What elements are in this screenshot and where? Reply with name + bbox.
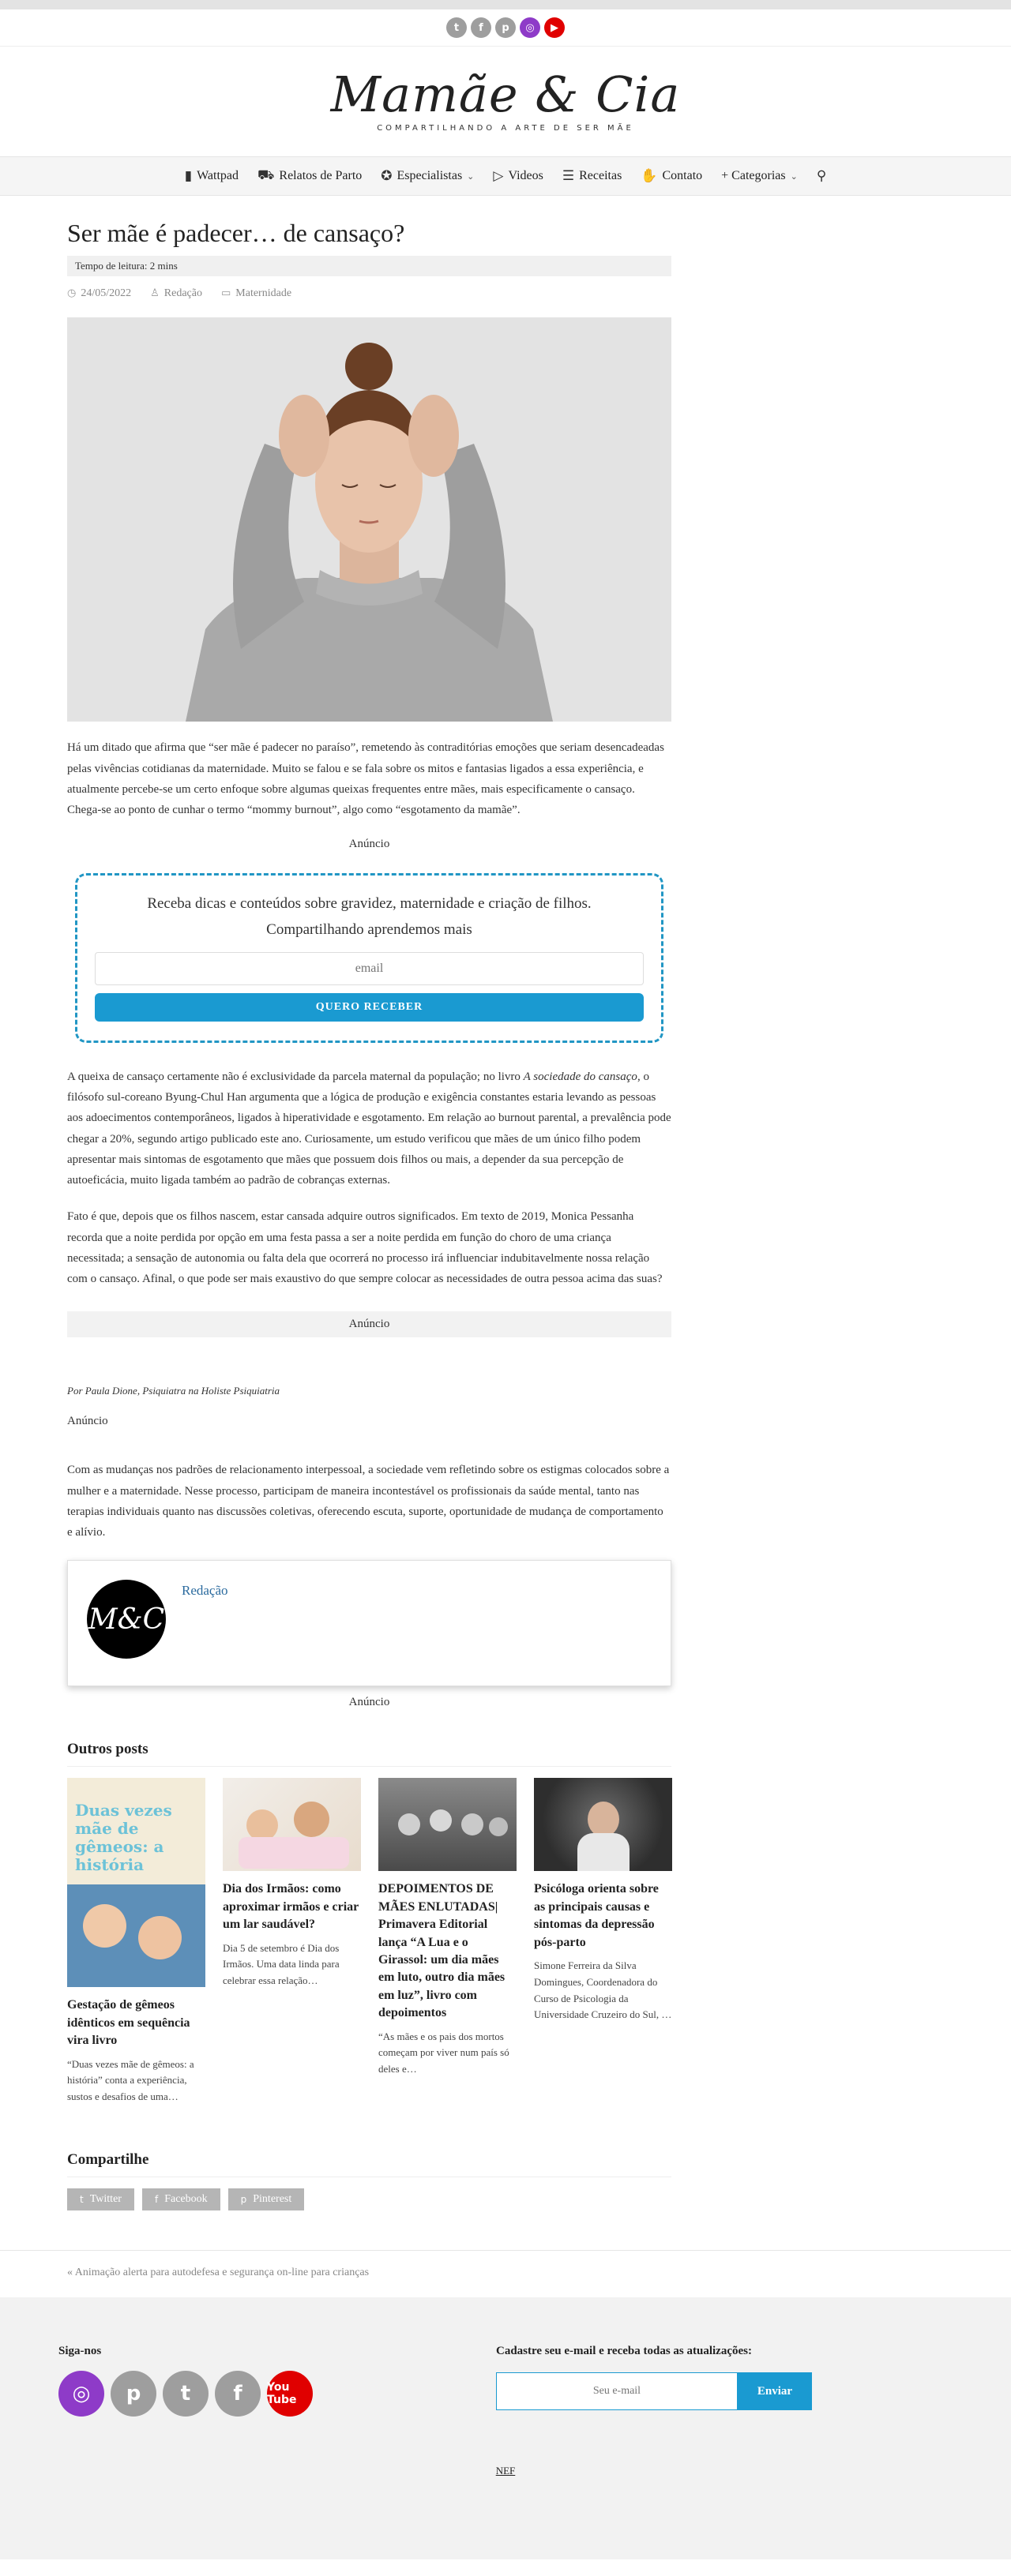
twitter-icon[interactable]: t bbox=[163, 2371, 209, 2417]
related-post-title[interactable]: Gestação de gêmeos idênticos em sequência vira livro bbox=[67, 1998, 190, 2048]
read-time: Tempo de leitura: 2 mins bbox=[67, 256, 671, 276]
newsletter-submit-button[interactable]: QUERO RECEBER bbox=[95, 993, 644, 1022]
newsletter-line-1: Receba dicas e conteúdos sobre gravidez, maternidade e criação de filhos. bbox=[147, 895, 592, 913]
search-button[interactable] bbox=[817, 168, 826, 184]
footer bbox=[0, 2297, 1011, 2518]
paragraph-3: Fato é que, depois que os filhos nascem, estar cansada adquire outros significados. Em texto de 2019, Monica Pessanha recorda que a noite perdida por opção em uma festa passa a ser a noite perdida em função do choro de uma criança necessitada; a sensação de autonomia ou falta dela que ocorrerá no processo irá influenciar indubitavelmente nossa relação com o cansaço. Afinal, o que pode ser mais exaustivo do que sempre colocar as necessidades de outra pessoa acima das suas? bbox=[67, 1210, 663, 1286]
share-facebook-button[interactable]: f Facebook bbox=[142, 2188, 220, 2210]
instagram-icon[interactable]: ◎ bbox=[520, 17, 540, 38]
recipe-icon: ☰ bbox=[562, 168, 575, 184]
nav-label: Videos bbox=[508, 169, 543, 182]
twitter-icon[interactable]: t bbox=[446, 17, 467, 38]
nav-item-receitas[interactable] bbox=[562, 168, 622, 184]
nav-item-wattpad[interactable] bbox=[185, 168, 239, 184]
related-post-excerpt: “As mães e os pais dos mortos começam por viver num país só deles e… bbox=[378, 2030, 509, 2075]
book-cover-title: Duas vezes mãe de gêmeos: a história bbox=[75, 1801, 172, 1875]
nav-label: Receitas bbox=[579, 169, 622, 182]
footer-email-input[interactable] bbox=[496, 2372, 738, 2410]
author-name-link[interactable]: Redação bbox=[182, 1583, 228, 1599]
related-post-card[interactable] bbox=[534, 1778, 672, 2105]
related-post-thumb[interactable] bbox=[534, 1778, 672, 1871]
related-post-excerpt: Simone Ferreira da Silva Domingues, Coordenadora do Curso de Psicologia da Universidade Cruzeiro do Sul, … bbox=[534, 1959, 672, 2021]
stroller-icon: ⛟ bbox=[257, 167, 275, 183]
author-box bbox=[67, 1560, 671, 1686]
related-post-excerpt: Dia 5 de setembro é Dia dos Irmãos. Uma data linda para celebrar essa relação… bbox=[223, 1941, 340, 1987]
user-icon: ♙ bbox=[150, 287, 160, 300]
nav-item-videos[interactable] bbox=[493, 168, 543, 184]
share-pinterest-button[interactable]: p Pinterest bbox=[228, 2188, 305, 2210]
related-post-card[interactable] bbox=[223, 1778, 361, 2105]
nav-label: Contato bbox=[662, 169, 703, 182]
ad-label: Anúncio bbox=[348, 838, 390, 851]
paragraph-2: A queixa de cansaço certamente não é exclusividade da parcela maternal da população; no livro A sociedade do cansaço, o filósofo sul-coreano Byung-Chul Han argumenta que a lógica de produção e exigência constantes estaria levando as pessoas aos adoecimentos contemporâneos, ligados à hiperatividade e esgotamento. Em relação ao burnout parental, a prevalência pode chegar a 20%, segundo artigo publicado este ano. Curiosamente, um estudo verificou que mães de um único filho podem apresentar mais sintomas de esgotamento que mães que possuem dois filhos ou mais, a depender da sua percepção de autoeficácia, muito ligada também ao padrão de cobranças externas. bbox=[67, 1070, 671, 1187]
footer-subscribe-form bbox=[496, 2372, 812, 2410]
search-icon: ⚲ bbox=[816, 168, 827, 184]
nav-label: Wattpad bbox=[197, 169, 239, 182]
book-icon: ▮ bbox=[184, 168, 193, 184]
ad-label: Anúncio bbox=[67, 1415, 108, 1428]
footer-follow bbox=[58, 2345, 313, 2417]
related-posts-title: Outros posts bbox=[67, 1741, 671, 1767]
book-title: A sociedade do cansaço bbox=[523, 1070, 637, 1083]
newsletter-email-input[interactable] bbox=[95, 952, 644, 985]
folder-icon: ▭ bbox=[220, 287, 231, 300]
related-post-card[interactable] bbox=[378, 1778, 517, 2105]
play-icon: ▷ bbox=[493, 168, 504, 184]
related-post-card[interactable] bbox=[67, 1778, 205, 2105]
site-logo[interactable] bbox=[0, 46, 1011, 156]
nav-label: + Categorias bbox=[721, 169, 786, 182]
instagram-icon[interactable]: ◎ bbox=[58, 2371, 104, 2417]
related-post-thumb[interactable] bbox=[378, 1778, 517, 1871]
footer-bottom bbox=[0, 2518, 1011, 2559]
footer-follow-title: Siga-nos bbox=[58, 2345, 102, 2358]
pinterest-icon[interactable]: p bbox=[111, 2371, 156, 2417]
related-posts bbox=[67, 1778, 671, 2105]
book-cover-photo bbox=[67, 1884, 205, 1987]
post-author[interactable]: ♙ Redação bbox=[150, 287, 202, 300]
top-strip bbox=[0, 0, 1011, 9]
pinterest-icon: p bbox=[240, 2194, 247, 2206]
chevron-down-icon: ⌄ bbox=[790, 171, 798, 182]
related-post-title[interactable]: Dia dos Irmãos: como aproximar irmãos e criar um lar saudável? bbox=[223, 1882, 359, 1932]
nav-item-categorias[interactable] bbox=[721, 169, 798, 183]
nav-item-contato[interactable] bbox=[641, 168, 702, 184]
previous-post-link[interactable]: « Animação alerta para autodefesa e segurança on-line para crianças bbox=[0, 2250, 1011, 2297]
facebook-icon: f bbox=[154, 2194, 159, 2206]
newsletter-box bbox=[75, 873, 663, 1043]
header-social-icons bbox=[0, 9, 1011, 46]
hero-image bbox=[67, 317, 671, 722]
footer-submit-button[interactable]: Enviar bbox=[738, 2372, 812, 2410]
nav-label: Especialistas bbox=[397, 169, 463, 182]
logo-subtitle: COMPARTILHANDO A ARTE DE SER MÃE bbox=[377, 124, 634, 133]
related-post-title[interactable]: DEPOIMENTOS DE MÃES ENLUTADAS| Primavera Editorial lança “A Lua e o Girassol: um dia mães em luto, outro dia mães em luz”, livro com depoimentos bbox=[378, 1882, 506, 2020]
footer-subscribe bbox=[496, 2345, 812, 2410]
youtube-icon[interactable]: ▶ bbox=[544, 17, 565, 38]
pinterest-icon[interactable]: p bbox=[495, 17, 516, 38]
related-post-thumb[interactable] bbox=[67, 1778, 205, 1987]
award-icon: ✪ bbox=[381, 168, 393, 184]
byline: Por Paula Dione, Psiquiatra na Holiste Psiquiatria bbox=[67, 1385, 280, 1397]
clock-icon: ◷ bbox=[67, 287, 77, 300]
paragraph-intro: Há um ditado que afirma que “ser mãe é padecer no paraíso”, remetendo às contraditórias emoções que seriam desencadeadas pelas vivências cotidianas da maternidade. Muito se falou e se fala sobre os mitos e fantasias ligados a essa experiência, e atualmente percebe-se um certo enfoque sobre algumas queixas frequentes entre mães, mais especificamente o cansaço. Chega-se ao ponto de cunhar o termo “mommy burnout”, algo como “esgotamento da mamãe”. bbox=[67, 741, 664, 817]
newsletter-line-2: Compartilhando aprendemos mais bbox=[266, 921, 472, 938]
facebook-icon[interactable]: f bbox=[471, 17, 491, 38]
nav-label: Relatos de Parto bbox=[279, 169, 363, 182]
nav-item-especialistas[interactable] bbox=[381, 168, 474, 184]
nav-item-relatos-de-parto[interactable] bbox=[257, 167, 362, 185]
logo-title: Mamãe & Cia bbox=[330, 66, 681, 123]
share-title: Compartilhe bbox=[67, 2151, 671, 2177]
main-nav bbox=[0, 156, 1011, 196]
share-twitter-button[interactable]: t Twitter bbox=[67, 2188, 134, 2210]
ad-label: Anúncio bbox=[348, 1696, 390, 1709]
footer-small-link[interactable]: NEF bbox=[495, 2465, 516, 2477]
post-category[interactable]: ▭ Maternidade bbox=[220, 287, 292, 300]
author-avatar[interactable]: M&C bbox=[87, 1580, 166, 1659]
related-post-thumb[interactable] bbox=[223, 1778, 361, 1871]
post-date: ◷ 24/05/2022 bbox=[67, 287, 132, 300]
share-buttons bbox=[67, 2188, 671, 2210]
ad-band: Anúncio bbox=[67, 1311, 671, 1337]
post-meta bbox=[67, 287, 671, 300]
page-title: Ser mãe é padecer… de cansaço? bbox=[67, 219, 405, 247]
hand-icon: ✋ bbox=[641, 168, 658, 184]
twitter-icon: t bbox=[80, 2194, 84, 2206]
footer-subscribe-title: Cadastre seu e-mail e receba todas as atualizações: bbox=[496, 2345, 752, 2358]
youtube-icon[interactable]: You Tube bbox=[267, 2371, 313, 2417]
chevron-down-icon: ⌄ bbox=[467, 171, 475, 182]
footer-social-icons bbox=[58, 2371, 313, 2417]
tired-woman-illustration bbox=[67, 317, 671, 722]
related-post-excerpt: “Duas vezes mãe de gêmeos: a história” conta a experiência, sustos e desafios de uma… bbox=[67, 2057, 194, 2103]
article bbox=[67, 218, 671, 2210]
paragraph-4: Com as mudanças nos padrões de relacionamento interpessoal, a sociedade vem refletindo sobre os estigmas colocados sobre a mulher e a maternidade. Nesse processo, participam de maneira incontestável os profissionais da saúde mental, tanto nas terapias individuais quanto nas discussões coletivas, oferecendo escuta, suporte, oportunidade de mudança de comportamento e alívio. bbox=[67, 1464, 670, 1539]
related-post-title[interactable]: Psicóloga orienta sobre as principais causas e sintomas da depressão pós-parto bbox=[534, 1882, 659, 1949]
facebook-icon[interactable]: f bbox=[215, 2371, 261, 2417]
